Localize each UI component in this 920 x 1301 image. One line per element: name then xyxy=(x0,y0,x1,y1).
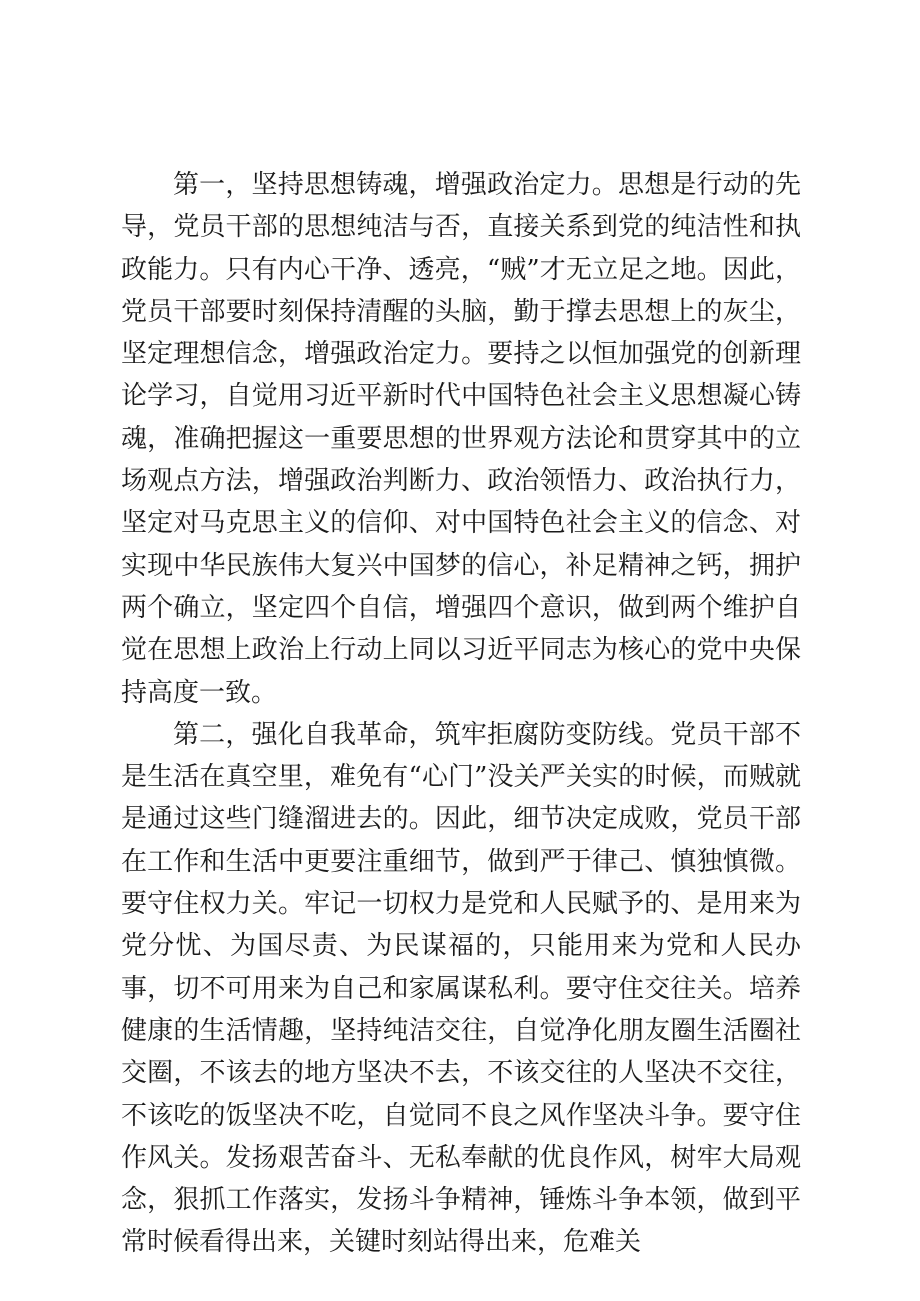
paragraph-1: 第一，坚持思想铸魂，增强政治定力。思想是行动的先导，党员干部的思想纯洁与否，直接关系到党的纯洁性和执政能力。只有内心干净、透亮，“贼”才无立足之地。因此，党员干部要时刻保持清醒的头脑，勤于撑去思想上的灰尘，坚定理想信念，增强政治定力。要持之以恒加强党的创新理论学习，自觉用习近平新时代中国特色社会主义思想凝心铸魂，准确把握这一重要思想的世界观方法论和贯穿其中的立场观点方法，增强政治判断力、政治领悟力、政治执行力，坚定对马克思主义的信仰、对中国特色社会主义的信念、对实现中华民族伟大复兴中国梦的信心，补足精神之钙，拥护两个确立，坚定四个自信，增强四个意识，做到两个维护自觉在思想上政治上行动上同以习近平同志为核心的党中央保持高度一致。 xyxy=(121,170,801,708)
paragraph-2: 第二，强化自我革命，筑牢拒腐防变防线。党员干部不是生活在真空里，难免有“心门”没关严关实的时候，而贼就是通过这些门缝溜进去的。因此，细节决定成败，党员干部在工作和生活中更要注重细节，做到严于律己、慎独慎微。要守住权力关。牢记一切权力是党和人民赋予的、是用来为党分忧、为国尽责、为民谋福的，只能用来为党和人民办事，切不可用来为自己和家属谋私利。要守住交往关。培养健康的生活情趣，坚持纯洁交往，自觉净化朋友圈生活圈社交圈，不该去的地方坚决不去，不该交往的人坚决不交往，不该吃的饭坚决不吃，自觉同不良之风作坚决斗争。要守住作风关。发扬艰苦奋斗、无私奉献的优良作风，树牢大局观念，狠抓工作落实，发扬斗争精神，锤炼斗争本领，做到平常时候看得出来，关键时刻站得出来，危难关 xyxy=(121,719,801,1258)
document-body xyxy=(121,164,801,1264)
